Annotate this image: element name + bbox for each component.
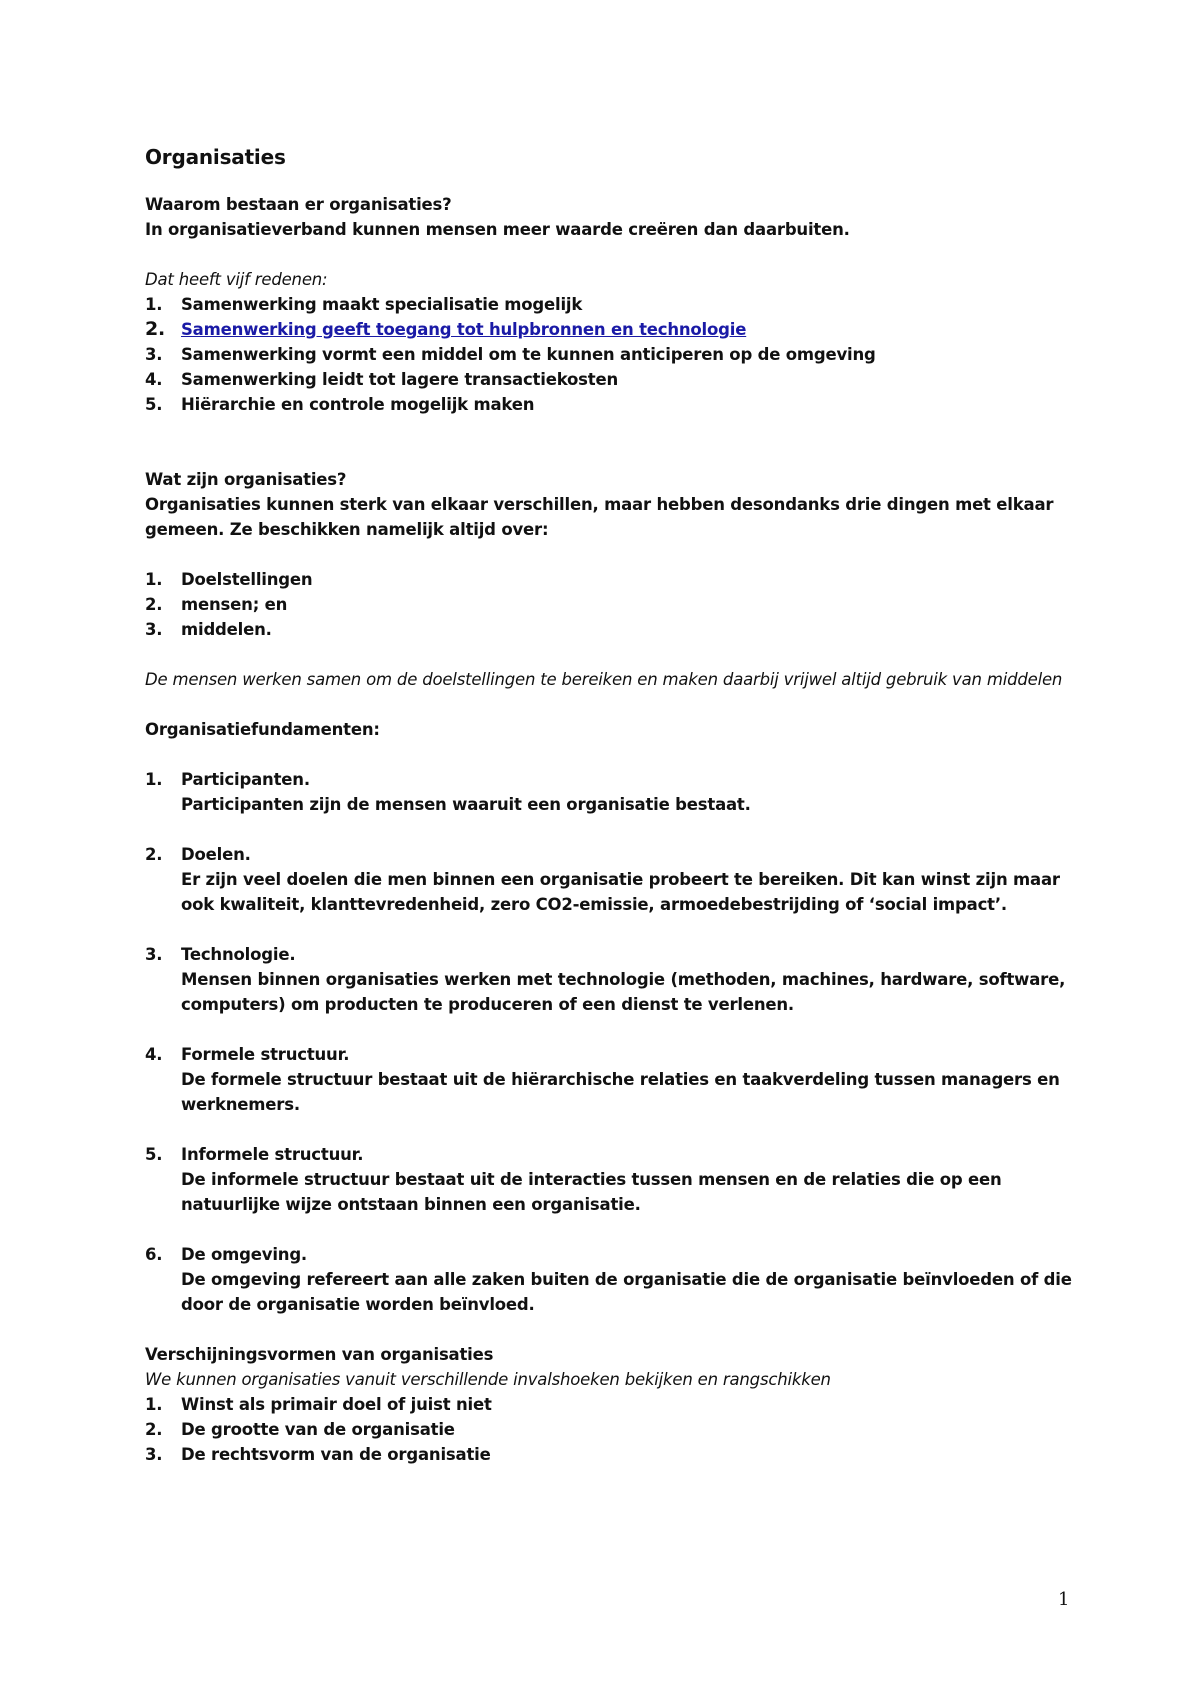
list-title: Participanten.	[181, 770, 310, 789]
list-text: Samenwerking leidt tot lagere transactiekosten	[181, 370, 619, 389]
list-title: Formele structuur.	[181, 1045, 350, 1064]
list-title: De omgeving.	[181, 1245, 307, 1264]
list-description: Er zijn veel doelen die men binnen een organisatie probeert te bereiken. Dit kan winst zijn maar ook kwaliteit, klanttevredenheid, zero CO2-emissie, armoedebestrijding of ‘social impact’.	[181, 870, 1060, 914]
list-text: middelen.	[181, 620, 272, 639]
list-item	[145, 942, 1085, 1017]
list-number: 5.	[145, 1145, 163, 1164]
document-body	[145, 143, 1085, 1467]
verschijningsvormen-intro: We kunnen organisaties vanuit verschillende invalshoeken bekijken en rangschikken	[145, 1370, 831, 1389]
section-heading-wat: Wat zijn organisaties?	[145, 470, 347, 489]
list-item	[145, 1042, 1085, 1117]
list-item	[145, 317, 1085, 342]
list-description: De informele structuur bestaat uit de interacties tussen mensen en de relaties die op een natuurlijke wijze ontstaan binnen een organisatie.	[181, 1170, 1002, 1214]
list-number: 1.	[145, 570, 163, 589]
list-number: 6.	[145, 1245, 163, 1264]
list-text: Samenwerking maakt specialisatie mogelijk	[181, 295, 583, 314]
list-text: De grootte van de organisatie	[181, 1420, 455, 1439]
list-title: Technologie.	[181, 945, 296, 964]
list-number: 1.	[145, 770, 163, 789]
list-item	[145, 392, 1085, 417]
list-item	[145, 1242, 1085, 1317]
list-text: Hiërarchie en controle mogelijk maken	[181, 395, 535, 414]
list-item	[145, 842, 1085, 917]
verschijningsvormen-list	[145, 1392, 1085, 1467]
list-text: Samenwerking vormt een middel om te kunnen anticiperen op de omgeving	[181, 345, 876, 364]
page-number: 1	[1058, 1589, 1070, 1610]
list-number: 3.	[145, 345, 163, 364]
list-title: Informele structuur.	[181, 1145, 364, 1164]
list-item	[145, 292, 1085, 317]
list-item	[145, 767, 1085, 817]
list-number: 5.	[145, 395, 163, 414]
list-item	[145, 592, 1085, 617]
list-item	[145, 342, 1085, 367]
list-number: 3.	[145, 1445, 163, 1464]
list-number: 3.	[145, 620, 163, 639]
elements-list	[145, 567, 1085, 642]
list-number: 2.	[145, 845, 163, 864]
document-title: Organisaties	[145, 145, 286, 169]
elements-note: De mensen werken samen om de doelstellingen te bereiken en maken daarbij vrijwel altijd gebruik van middelen	[145, 670, 1063, 689]
list-number: 2.	[145, 1420, 163, 1439]
reasons-intro: Dat heeft vijf redenen:	[145, 270, 328, 289]
list-number: 2.	[145, 318, 166, 340]
list-text: mensen; en	[181, 595, 288, 614]
reasons-list	[145, 292, 1085, 417]
section-heading-fundamenten: Organisatiefundamenten:	[145, 720, 380, 739]
section-heading-verschijningsvormen: Verschijningsvormen van organisaties	[145, 1345, 494, 1364]
list-text: Doelstellingen	[181, 570, 313, 589]
list-description: De omgeving refereert aan alle zaken buiten de organisatie die de organisatie beïnvloeden of die door de organisatie worden beïnvloed.	[181, 1270, 1072, 1314]
fundamenten-list	[145, 767, 1085, 1317]
list-title: Doelen.	[181, 845, 251, 864]
list-number: 3.	[145, 945, 163, 964]
list-text: De rechtsvorm van de organisatie	[181, 1445, 491, 1464]
list-description: Mensen binnen organisaties werken met technologie (methoden, machines, hardware, software, computers) om producten te produceren of een dienst te verlenen.	[181, 970, 1066, 1014]
list-item	[145, 1442, 1085, 1467]
section-heading-waarom: Waarom bestaan er organisaties?	[145, 195, 452, 214]
list-number: 1.	[145, 1395, 163, 1414]
list-number: 1.	[145, 295, 163, 314]
section-text-wat: Organisaties kunnen sterk van elkaar verschillen, maar hebben desondanks drie dingen met elkaar gemeen. Ze beschikken namelijk altijd over:	[145, 495, 1054, 539]
list-item	[145, 367, 1085, 392]
list-number: 4.	[145, 370, 163, 389]
list-description: Participanten zijn de mensen waaruit een organisatie bestaat.	[181, 795, 751, 814]
list-item	[145, 1142, 1085, 1217]
list-item	[145, 1417, 1085, 1442]
reason-link[interactable]: Samenwerking geeft toegang tot hulpbronnen en technologie	[181, 320, 747, 339]
list-item	[145, 1392, 1085, 1417]
list-description: De formele structuur bestaat uit de hiërarchische relaties en taakverdeling tussen managers en werknemers.	[181, 1070, 1060, 1114]
section-text-waarom: In organisatieverband kunnen mensen meer waarde creëren dan daarbuiten.	[145, 220, 850, 239]
list-item	[145, 567, 1085, 592]
list-number: 4.	[145, 1045, 163, 1064]
list-number: 2.	[145, 595, 163, 614]
list-item	[145, 617, 1085, 642]
list-text: Winst als primair doel of juist niet	[181, 1395, 492, 1414]
